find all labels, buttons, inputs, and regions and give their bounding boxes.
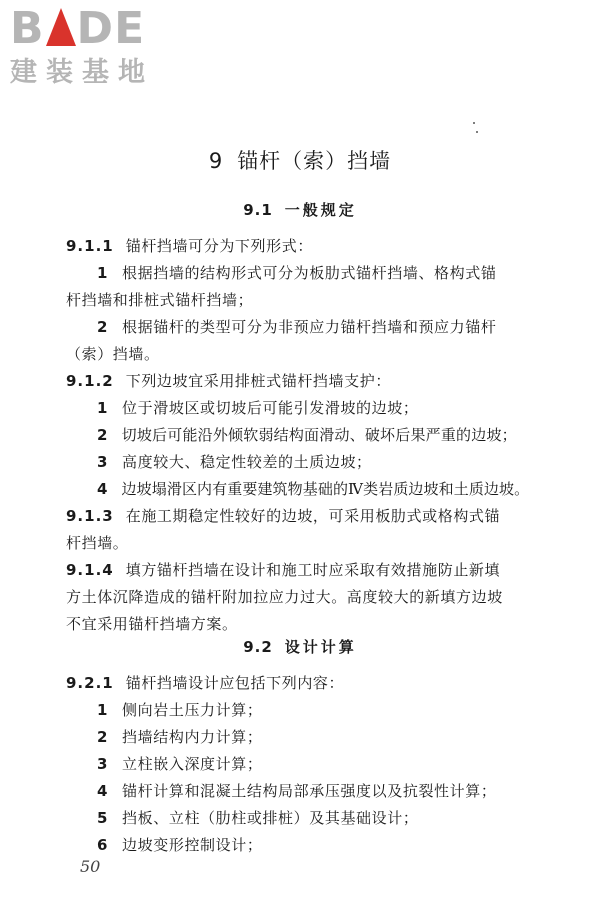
- clause-line: [66, 235, 536, 256]
- continuation-line: [66, 343, 536, 364]
- item-number: 2: [97, 728, 109, 746]
- clause-line: [66, 672, 536, 693]
- line-text: 杆挡墙。: [66, 534, 129, 552]
- item-line: [97, 397, 567, 418]
- line-text: 方土体沉降造成的锚杆附加拉应力过大。高度较大的新填方边坡: [66, 588, 503, 606]
- section-heading: [0, 636, 600, 657]
- item-line: [97, 262, 567, 283]
- watermark-brand-left: B: [10, 3, 45, 54]
- line-text: 边坡变形控制设计；: [122, 836, 263, 854]
- clause-number: 9.2.1: [66, 674, 114, 692]
- item-number: 3: [97, 755, 109, 773]
- triangle-a-icon: [46, 8, 76, 46]
- watermark-logo: [10, 4, 154, 90]
- clause-number: 9.1.1: [66, 237, 114, 255]
- item-number: 6: [97, 836, 109, 854]
- line-text: 根据锚杆的类型可分为非预应力锚杆挡墙和预应力锚杆: [122, 318, 497, 336]
- clause-line: [66, 559, 536, 580]
- line-text: 边坡塌滑区内有重要建筑物基础的Ⅳ类岩质边坡和土质边坡。: [121, 480, 530, 498]
- chapter-title: 锚杆（索）挡墙: [237, 149, 392, 173]
- line-text: 高度较大、稳定性较差的土质边坡；: [122, 453, 372, 471]
- line-text: 杆挡墙和排桩式锚杆挡墙；: [66, 291, 254, 309]
- item-number: 1: [97, 399, 109, 417]
- section-number: 9.2: [243, 638, 273, 656]
- item-number: 1: [97, 701, 109, 719]
- line-text: 切坡后可能沿外倾软弱结构面滑动、破坏后果严重的边坡；: [121, 426, 517, 444]
- line-text: 在施工期稳定性较好的边坡，可采用板肋式或格构式锚: [125, 507, 501, 525]
- section-number: 9.1: [243, 201, 273, 219]
- item-number: 5: [97, 809, 109, 827]
- line-text: 锚杆挡墙设计应包括下列内容：: [125, 674, 345, 692]
- item-line: [97, 451, 567, 472]
- line-text: （索）挡墙。: [66, 345, 160, 363]
- continuation-line: [66, 289, 536, 310]
- line-text: 挡墙结构内力计算；: [122, 728, 263, 746]
- clause-number: 9.1.4: [66, 561, 114, 579]
- item-line: [97, 807, 567, 828]
- item-line: [97, 726, 567, 747]
- line-text: 侧向岩土压力计算；: [122, 701, 263, 719]
- continuation-line: [66, 532, 536, 553]
- line-text: 根据挡墙的结构形式可分为板肋式锚杆挡墙、格构式锚: [122, 264, 497, 282]
- watermark-subtitle: 建装基地: [10, 57, 154, 88]
- item-line: [97, 424, 567, 445]
- clause-number: 9.1.2: [66, 372, 114, 390]
- item-line: [97, 478, 567, 499]
- line-text: 锚杆计算和混凝土结构局部承压强度以及抗裂性计算；: [122, 782, 497, 800]
- clause-line: [66, 505, 536, 526]
- line-text: 立柱嵌入深度计算；: [122, 755, 263, 773]
- scan-speck: [476, 131, 478, 133]
- line-text: 不宜采用锚杆挡墙方案。: [66, 615, 238, 633]
- watermark-brand-right: DE: [76, 3, 146, 54]
- item-number: 2: [97, 426, 108, 444]
- watermark-brand: [10, 4, 154, 54]
- line-text: 锚杆挡墙可分为下列形式：: [125, 237, 313, 255]
- page-number: 50: [80, 857, 101, 876]
- section-title: 设计计算: [284, 638, 357, 656]
- scan-speck: [473, 122, 475, 124]
- clause-number: 9.1.3: [66, 507, 114, 525]
- item-number: 3: [97, 453, 109, 471]
- item-line: [97, 753, 567, 774]
- continuation-line: [66, 586, 536, 607]
- continuation-line: [66, 613, 536, 634]
- item-line: [97, 699, 567, 720]
- clause-line: [66, 370, 536, 391]
- item-number: 4: [97, 480, 108, 498]
- item-line: [97, 780, 567, 801]
- item-line: [97, 316, 567, 337]
- line-text: 挡板、立柱（肋柱或排桩）及其基础设计；: [122, 809, 419, 827]
- section-heading: [0, 199, 600, 220]
- item-number: 2: [97, 318, 109, 336]
- line-text: 位于滑坡区或切坡后可能引发滑坡的边坡；: [122, 399, 419, 417]
- item-number: 1: [97, 264, 109, 282]
- line-text: 下列边坡宜采用排桩式锚杆挡墙支护：: [125, 372, 391, 390]
- chapter-heading: [0, 145, 600, 175]
- line-text: 填方锚杆挡墙在设计和施工时应采取有效措施防止新填: [125, 561, 501, 579]
- item-line: [97, 834, 567, 855]
- section-title: 一般规定: [284, 201, 357, 219]
- item-number: 4: [97, 782, 109, 800]
- chapter-number: 9: [208, 149, 224, 173]
